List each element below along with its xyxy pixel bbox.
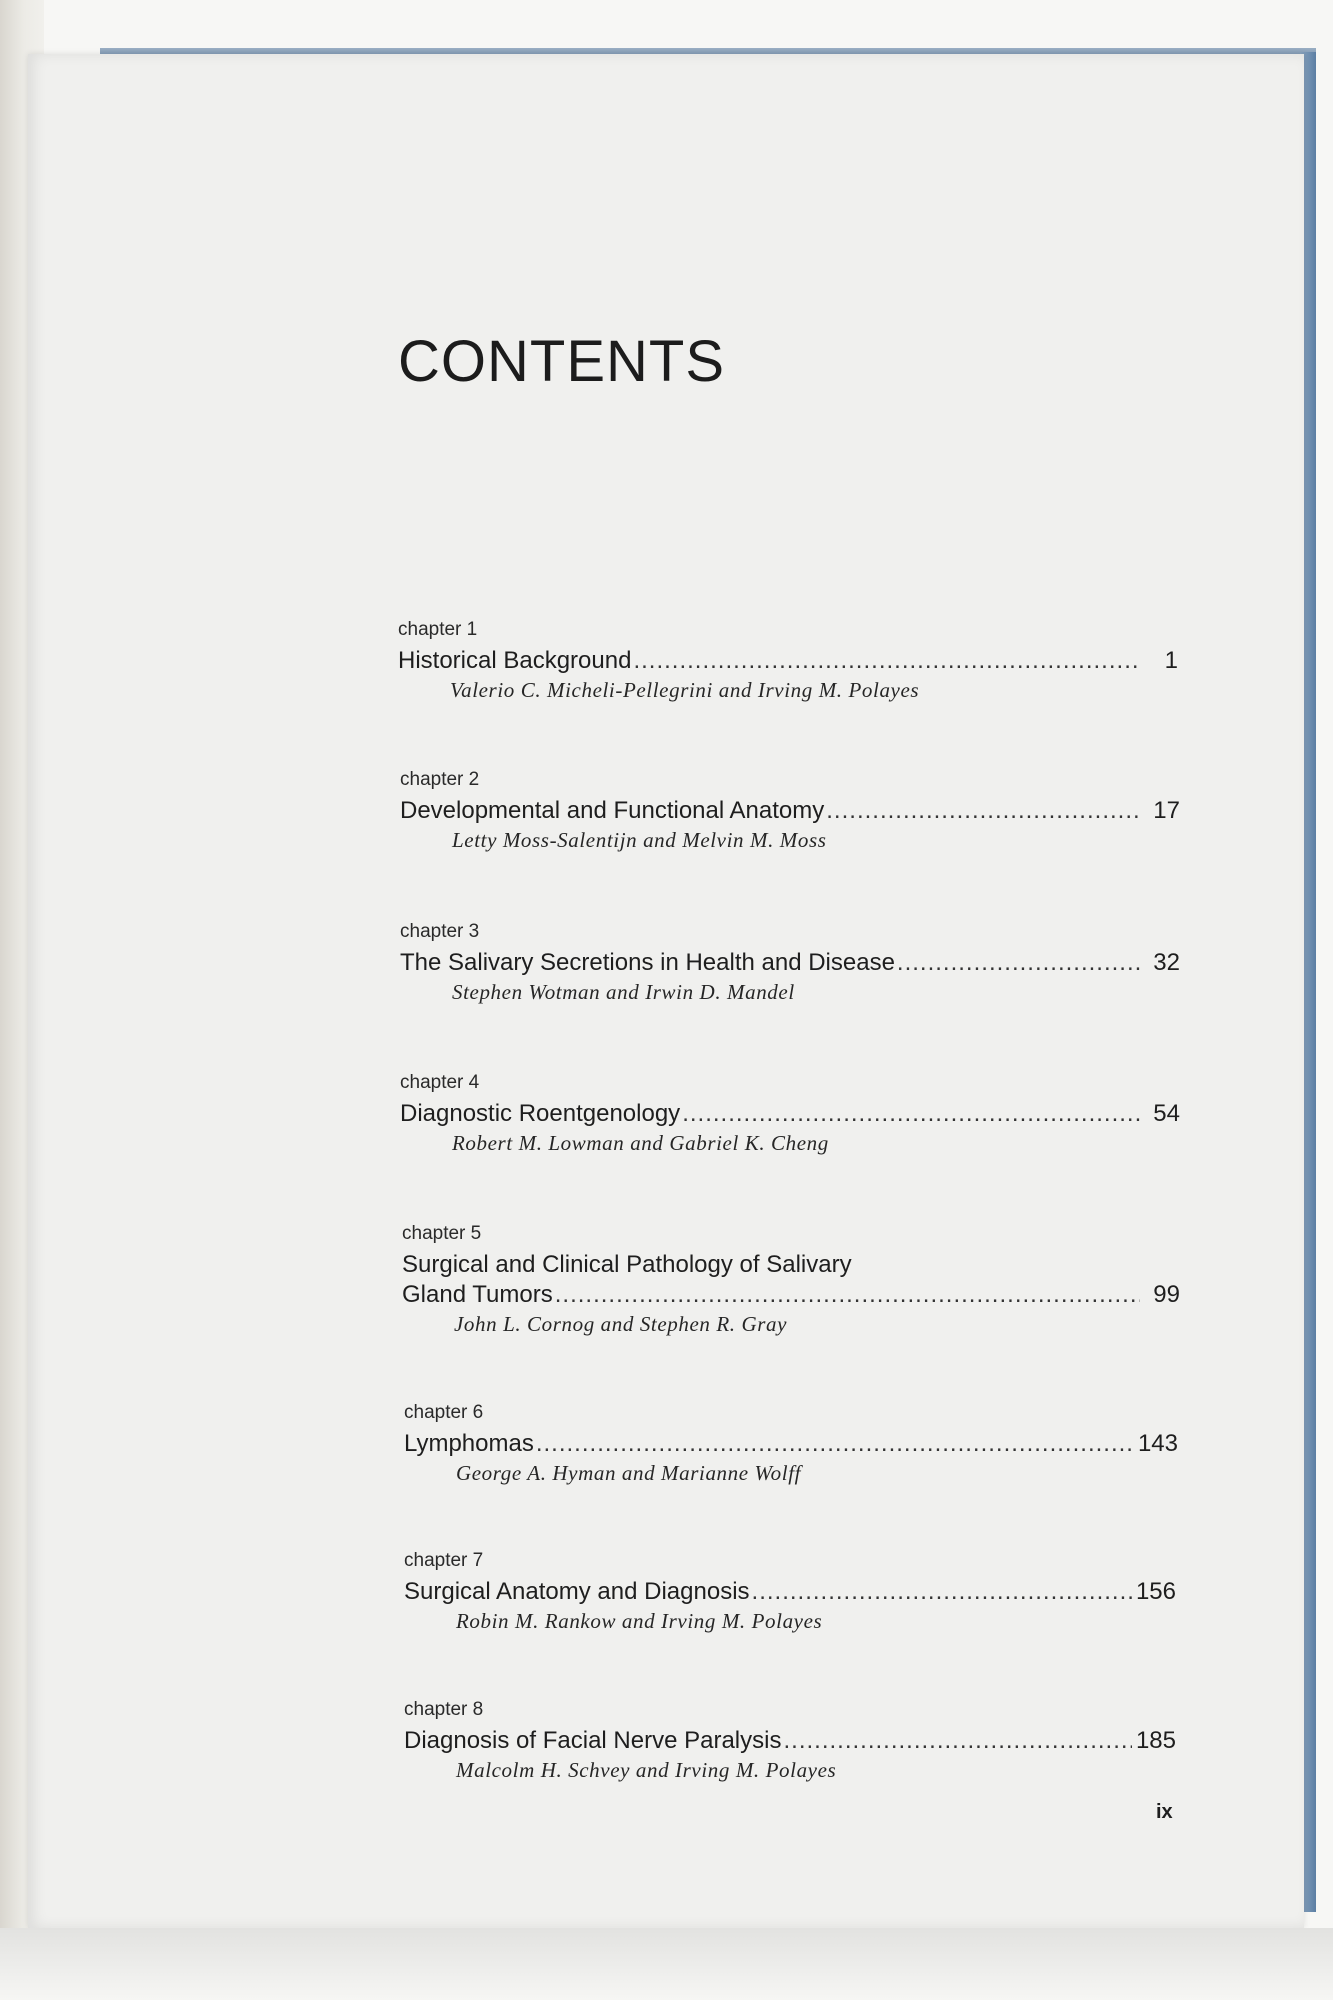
bottom-shadow <box>0 1928 1333 2000</box>
chapter-title: Diagnosis of Facial Nerve Paralysis <box>404 1727 782 1754</box>
leader-dots <box>897 948 1140 978</box>
page-number: 156 <box>1135 1578 1176 1605</box>
chapter-authors: John L. Cornog and Stephen R. Gray <box>454 1312 788 1336</box>
toc-entry-4 <box>400 1071 1180 1157</box>
chapter-label: chapter 2 <box>400 769 480 790</box>
toc-entry-6 <box>404 1401 1178 1487</box>
chapter-authors: Robert M. Lowman and Gabriel K. Cheng <box>452 1131 829 1155</box>
chapter-label: chapter 6 <box>404 1402 484 1423</box>
toc-entry-5 <box>402 1222 1180 1338</box>
leader-dots <box>752 1577 1132 1607</box>
chapter-title: Lymphomas <box>404 1430 534 1457</box>
chapter-title-line-1: Surgical and Clinical Pathology of Salivary <box>402 1251 852 1278</box>
chapter-authors: George A. Hyman and Marianne Wolff <box>456 1461 802 1485</box>
chapter-authors: Robin M. Rankow and Irving M. Polayes <box>456 1609 823 1633</box>
page-number: 185 <box>1135 1727 1176 1754</box>
page-number: 54 <box>1153 1100 1180 1127</box>
toc-line <box>400 948 1180 978</box>
toc-entry-8 <box>404 1698 1176 1784</box>
page-number: 99 <box>1153 1281 1180 1308</box>
leader-dots <box>783 1726 1131 1756</box>
chapter-title: Diagnostic Roentgenology <box>400 1100 681 1127</box>
page-folio: ix <box>1156 1801 1173 1823</box>
page-title: CONTENTS <box>398 329 725 394</box>
chapter-label: chapter 4 <box>400 1072 480 1093</box>
leader-dots <box>536 1429 1134 1459</box>
toc-entry-3 <box>400 920 1180 1006</box>
leader-dots <box>555 1280 1140 1310</box>
toc-line <box>404 1429 1178 1459</box>
chapter-label: chapter 5 <box>402 1223 482 1244</box>
chapter-authors: Stephen Wotman and Irwin D. Mandel <box>452 980 795 1004</box>
page-number: 143 <box>1137 1430 1178 1457</box>
toc-line <box>400 1099 1180 1129</box>
chapter-label: chapter 3 <box>400 921 480 942</box>
chapter-label: chapter 7 <box>404 1550 484 1571</box>
chapter-title: Surgical Anatomy and Diagnosis <box>404 1578 750 1605</box>
page-number: 1 <box>1164 647 1178 674</box>
leader-dots <box>826 796 1140 826</box>
leader-dots <box>633 646 1138 676</box>
chapter-label: chapter 1 <box>398 619 478 640</box>
chapter-authors: Letty Moss-Salentijn and Melvin M. Moss <box>452 828 827 852</box>
chapter-title: Gland Tumors <box>402 1281 553 1308</box>
toc-entry-7 <box>404 1549 1176 1635</box>
leader-dots <box>682 1099 1140 1129</box>
page-number: 32 <box>1153 949 1180 976</box>
chapter-title: The Salivary Secretions in Health and Disease <box>400 949 895 976</box>
chapter-label: chapter 8 <box>404 1699 484 1720</box>
toc-line <box>398 646 1178 676</box>
toc-line <box>402 1280 1180 1310</box>
chapter-title: Historical Background <box>398 647 632 674</box>
chapter-authors: Malcolm H. Schvey and Irving M. Polayes <box>456 1758 837 1782</box>
page-number: 17 <box>1153 797 1180 824</box>
toc-entry-1 <box>398 618 1178 704</box>
toc-line <box>400 796 1180 826</box>
toc-line <box>404 1726 1176 1756</box>
toc-entry-2 <box>400 768 1180 854</box>
chapter-authors: Valerio C. Micheli-Pellegrini and Irving M. Polayes <box>450 678 920 702</box>
toc-line <box>404 1577 1176 1607</box>
chapter-title: Developmental and Functional Anatomy <box>400 797 825 824</box>
